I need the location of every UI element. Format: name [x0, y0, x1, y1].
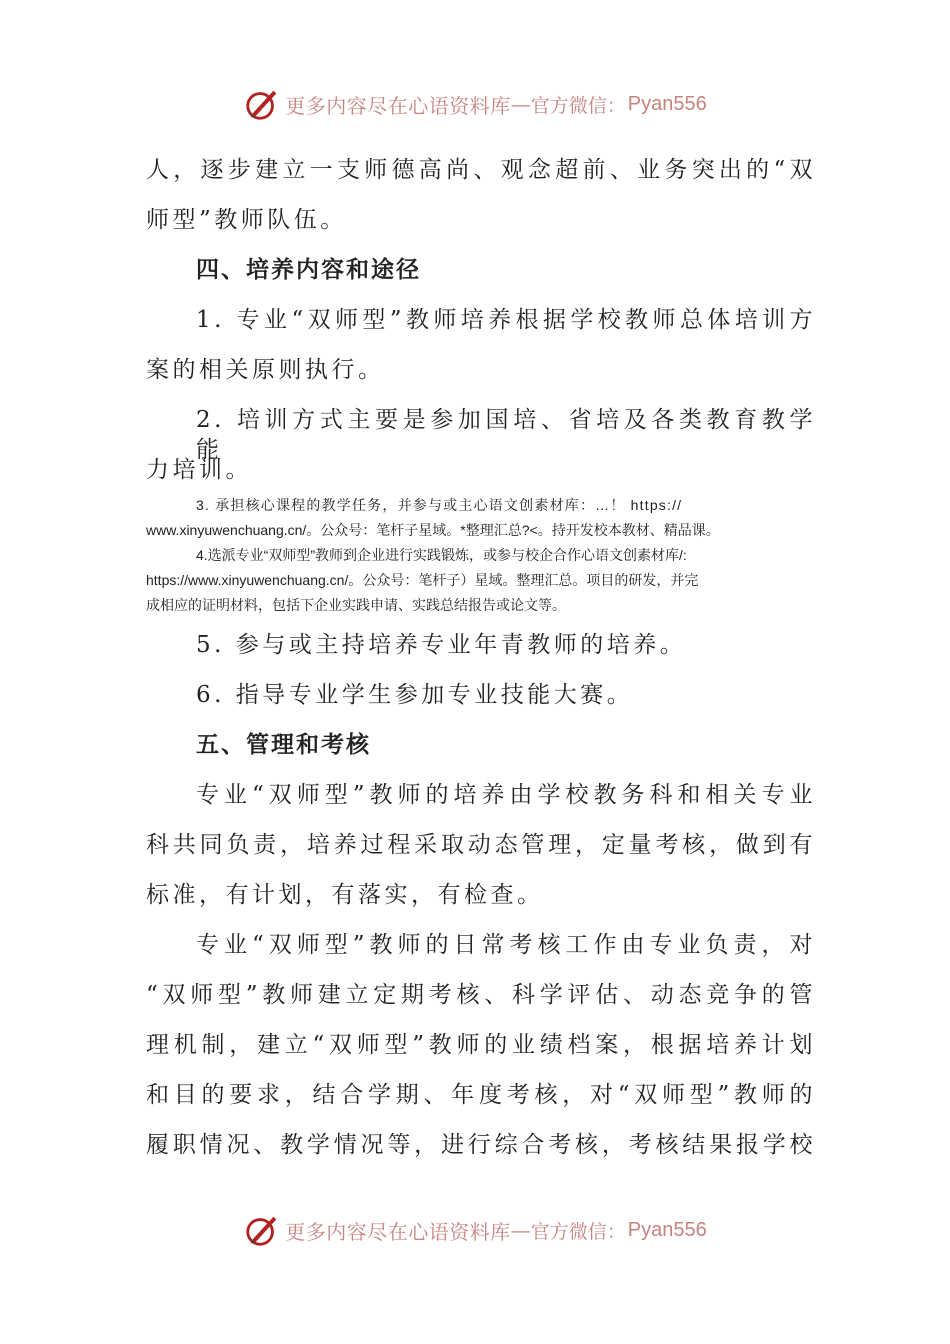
banner-dash: — — [510, 1218, 531, 1242]
text-line: 案的相关原则执行。 — [146, 357, 385, 383]
text-line: 履职情况、教学情况等，进行综合考核，考核结果报学校 — [146, 1132, 816, 1158]
text-line: 科共同负责，培养过程采取动态管理，定量考核，做到有 — [146, 832, 816, 858]
banner-wechat-label: 官方微信： — [530, 1220, 626, 1243]
pen-logo-icon — [243, 1211, 281, 1249]
text-line: 和目的要求，结合学期、年度考核，对“双师型”教师的 — [146, 1082, 816, 1108]
text-line: 人，逐步建立一支师德高尚、观念超前、业务突出的“双 — [146, 157, 816, 183]
section-heading: 五、管理和考核 — [196, 732, 371, 758]
section-heading: 四、培养内容和途径 — [196, 257, 421, 283]
banner-wechat-id: Pyan556 — [627, 92, 707, 115]
small-text-line: 成相应的证明材料，包括下企业实践申请、实践总结报告或论文等。 — [146, 597, 566, 613]
footer-banner — [0, 1208, 950, 1252]
text-line: 1. 专业“双师型”教师培养根据学校教师总体培训方 — [196, 307, 816, 333]
small-text-line: 4.选派专业“双师型”教师到企业进行实践锻炼，或参与校企合作心语文创素材库/: — [196, 547, 687, 563]
header-banner — [0, 82, 950, 126]
small-text-line: 3. 承担核心课程的教学任务，并参与或主心语文创素材库：…！ https:// — [196, 497, 683, 513]
text-line: 专业“双师型”教师的培养由学校教务科和相关专业 — [196, 782, 816, 808]
banner-dash: — — [510, 92, 531, 116]
banner-wechat-label: 官方微信： — [530, 94, 626, 117]
small-text-line: www.xinyuwenchuang.cn/。公众号：笔杆子星域。*整理汇总?<。持开发校本教材、精品课。 — [146, 522, 720, 538]
banner-wechat-id: Pyan556 — [627, 1218, 707, 1241]
text-line: 标准，有计划，有落实，有检查。 — [146, 882, 544, 908]
text-line: “双师型”教师建立定期考核、科学评估、动态竞争的管 — [146, 982, 816, 1008]
text-line: 理机制，建立“双师型”教师的业绩档案，根据培养计划 — [146, 1032, 816, 1058]
text-line: 6. 指导专业学生参加专业技能大赛。 — [196, 682, 634, 708]
text-line: 5. 参与或主持培养专业年青教师的培养。 — [196, 632, 687, 658]
small-text-line: https://www.xinyuwenchuang.cn/。公众号：笔杆子）星域。整理汇总。项目的研发，并完 — [146, 572, 699, 588]
banner-text: 更多内容尽在心语资料库 — [285, 93, 511, 118]
text-line: 专业“双师型”教师的日常考核工作由专业负责，对 — [196, 932, 816, 958]
text-line: 师型”教师队伍。 — [146, 207, 347, 233]
banner-text: 更多内容尽在心语资料库 — [285, 1219, 511, 1244]
pen-logo-icon — [243, 85, 281, 123]
text-line: 2. 培训方式主要是参加国培、省培及各类教育教学能 — [196, 407, 816, 463]
text-line: 力培训。 — [146, 457, 252, 483]
